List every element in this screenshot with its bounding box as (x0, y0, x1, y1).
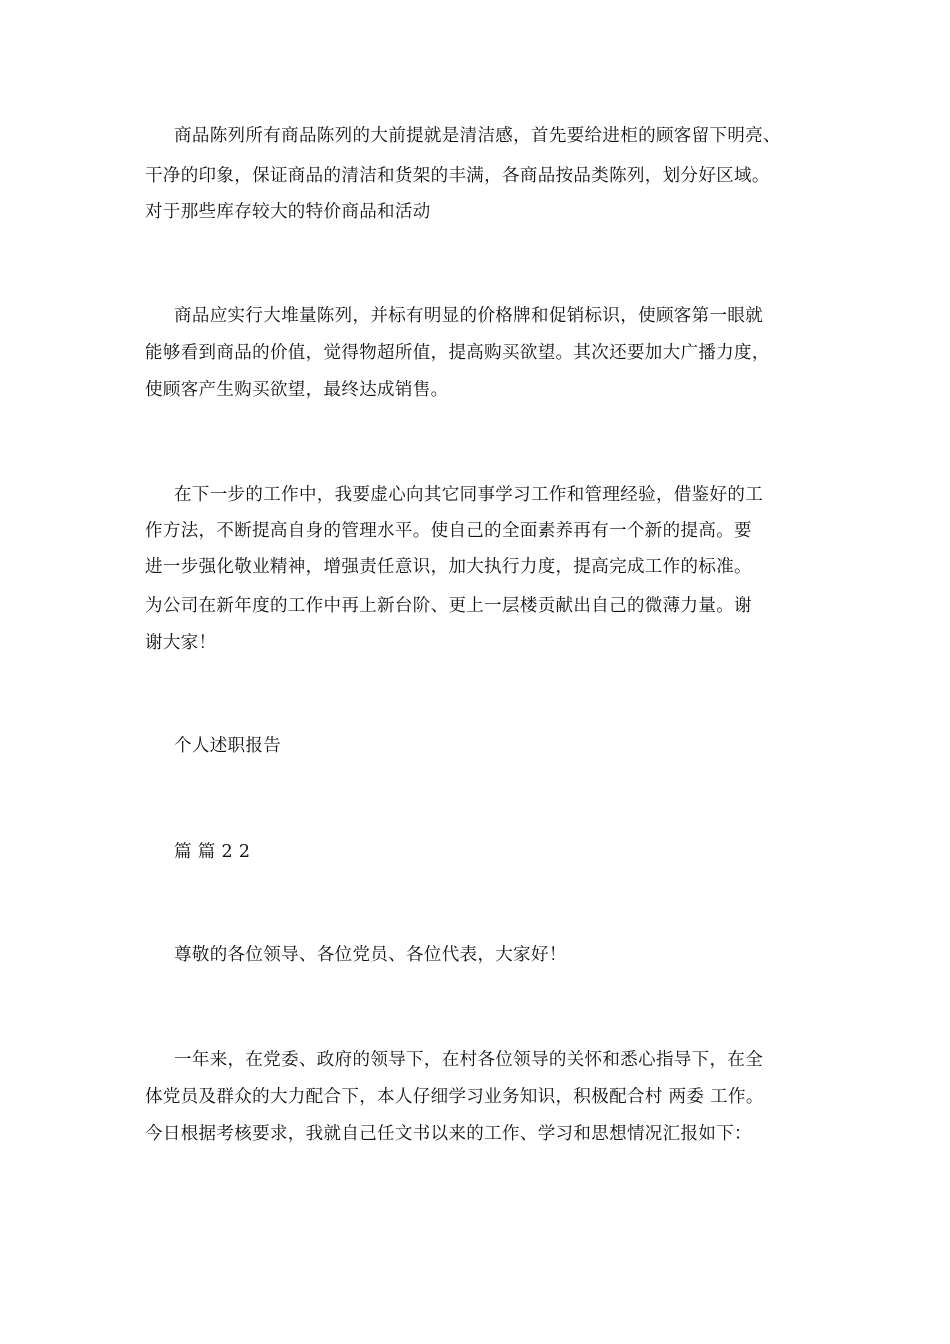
paragraph-2-line-2: 能够看到商品的价值，觉得物超所值，提高购买欲望。其次还要加大广播力度， (145, 343, 770, 363)
paragraph-3-line-5: 谢大家！ (145, 633, 217, 653)
paragraph-1-line-3: 对于那些库存较大的特价商品和活动 (145, 202, 431, 222)
paragraph-2-line-3: 使顾客产生购买欲望，最终达成销售。 (145, 380, 449, 400)
paragraph-3-line-2: 作方法，不断提高自身的管理水平。使自己的全面素养再有一个新的提高。要 (145, 521, 752, 541)
chapter-marker: 篇 篇 2 2 (174, 842, 251, 862)
paragraph-3-line-3: 进一步强化敬业精神，增强责任意识，加大执行力度，提高完成工作的标准。 (145, 557, 752, 577)
greeting-line: 尊敬的各位领导、各位党员、各位代表，大家好！ (174, 945, 567, 965)
paragraph-2-line-1: 商品应实行大堆量陈列，并标有明显的价格牌和促销标识，使顾客第一眼就 (174, 306, 764, 326)
paragraph-1-line-2: 干净的印象，保证商品的清洁和货架的丰满，各商品按品类陈列，划分好区域。 (145, 166, 770, 186)
paragraph-1-line-1: 商品陈列所有商品陈列的大前提就是清洁感，首先要给进柜的顾客留下明亮、 (174, 126, 781, 146)
section-heading: 个人述职报告 (174, 736, 282, 756)
paragraph-3-line-4: 为公司在新年度的工作中再上新台阶、更上一层楼贡献出自己的微薄力量。谢 (145, 596, 752, 616)
paragraph-4-line-1: 一年来，在党委、政府的领导下，在村各位领导的关怀和悉心指导下，在全 (174, 1050, 764, 1070)
paragraph-4-line-3: 今日根据考核要求，我就自己任文书以来的工作、学习和思想情况汇报如下： (145, 1124, 752, 1144)
paragraph-4-line-2: 体党员及群众的大力配合下，本人仔细学习业务知识，积极配合村 两委 工作。 (145, 1087, 764, 1107)
paragraph-3-line-1: 在下一步的工作中，我要虚心向其它同事学习工作和管理经验，借鉴好的工 (174, 485, 764, 505)
